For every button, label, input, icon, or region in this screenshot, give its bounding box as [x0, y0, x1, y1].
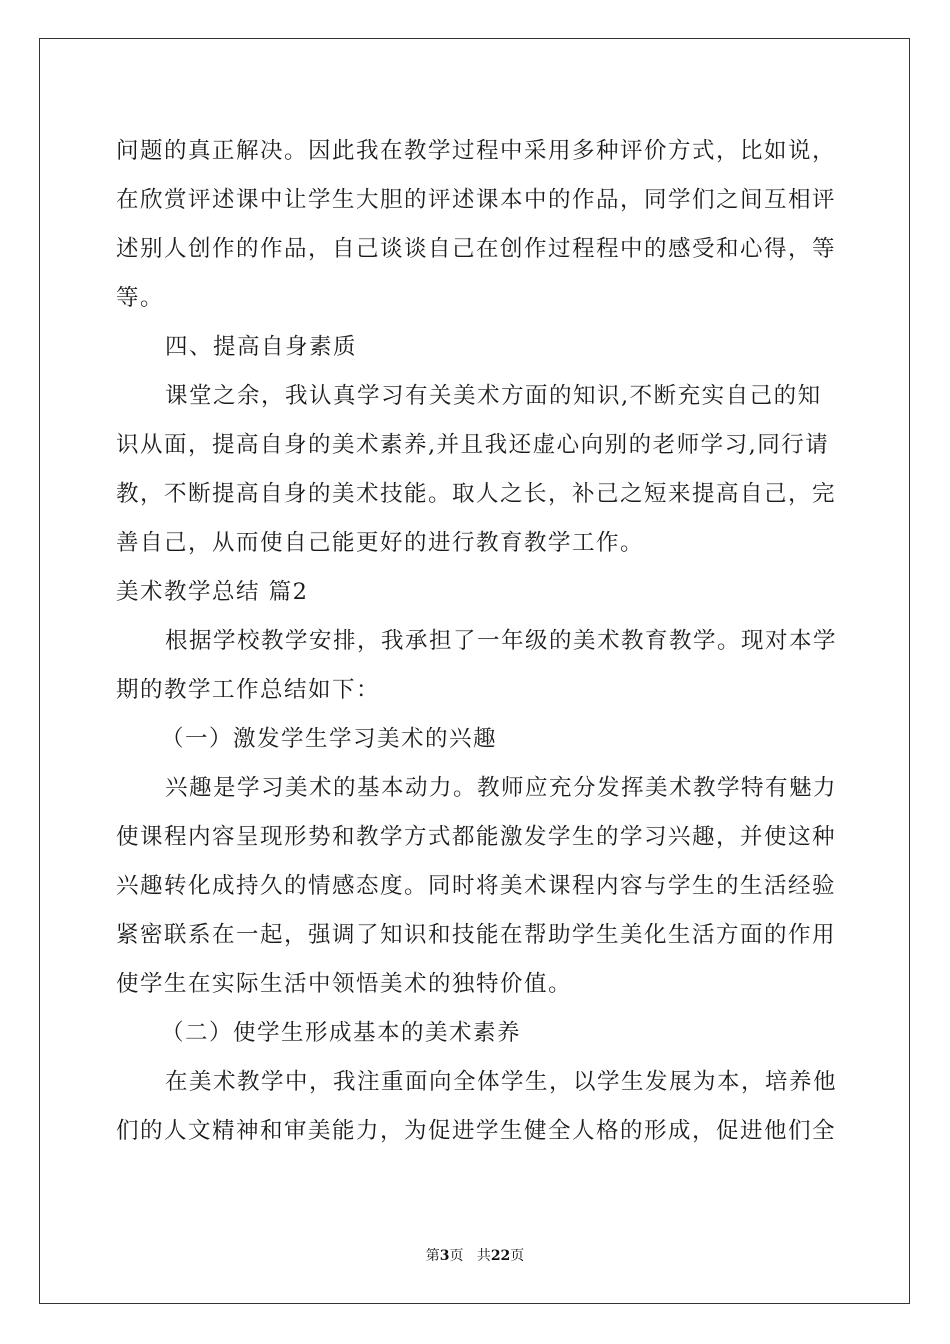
- paragraph-first-line: 根据学校教学安排，我承担了一年级的美术教育教学。现对本学: [165, 628, 838, 654]
- text-line: 在欣赏评述课中让学生大胆的评述课本中的作品，同学们之间互相评: [116, 187, 837, 213]
- text-line: 期的教学工作总结如下：: [116, 677, 381, 703]
- paragraph-first-line: 兴趣是学习美术的基本动力。教师应充分发挥美术教学特有魅力: [165, 775, 838, 801]
- footer-page-unit: 页: [449, 1248, 464, 1264]
- footer-page-number: 3: [439, 1248, 450, 1264]
- text-line: 兴趣转化成持久的情感态度。同时将美术课程内容与学生的生活经验: [116, 873, 837, 899]
- text-line: 等。: [116, 285, 165, 311]
- text-line: 识从面，提高自身的美术素养,并且我还虚心向别的老师学习,同行请: [116, 432, 830, 458]
- text-line: 问题的真正解决。因此我在教学过程中采用多种评价方式，比如说，: [116, 138, 837, 164]
- text-line: 善自己，从而使自己能更好的进行教育教学工作。: [116, 530, 645, 556]
- footer-total-pages: 22: [490, 1248, 511, 1264]
- footer-prefix: 第: [425, 1248, 440, 1264]
- footer-total-prefix: 共: [476, 1248, 491, 1264]
- section-title: 美术教学总结 篇2: [116, 579, 309, 605]
- text-line: 们的人文精神和审美能力，为促进学生健全人格的形成，促进他们全: [116, 1118, 837, 1144]
- subheading: 四、提高自身素质: [165, 334, 358, 360]
- text-line: 述别人创作的作品，自己谈谈自己在创作过程程中的感受和心得，等: [116, 236, 837, 262]
- text-line: 使课程内容呈现形势和教学方式都能激发学生的学习兴趣，并使这种: [116, 824, 837, 850]
- subheading: （二）使学生形成基本的美术素养: [161, 1020, 522, 1046]
- paragraph-first-line: 课堂之余，我认真学习有关美术方面的知识,不断充实自己的知: [165, 383, 822, 409]
- text-line: 使学生在实际生活中领悟美术的独特价值。: [116, 971, 573, 997]
- subheading: （一）激发学生学习美术的兴趣: [161, 726, 498, 752]
- document-body: [116, 127, 838, 1156]
- text-line: 紧密联系在一起，强调了知识和技能在帮助学生美化生活方面的作用: [116, 922, 837, 948]
- footer-total-unit: 页: [510, 1248, 525, 1264]
- page-footer: [0, 1245, 950, 1265]
- text-line: 教，不断提高自身的美术技能。取人之长，补己之短来提高自己，完: [116, 481, 837, 507]
- paragraph-first-line: 在美术教学中，我注重面向全体学生，以学生发展为本，培养他: [165, 1069, 838, 1095]
